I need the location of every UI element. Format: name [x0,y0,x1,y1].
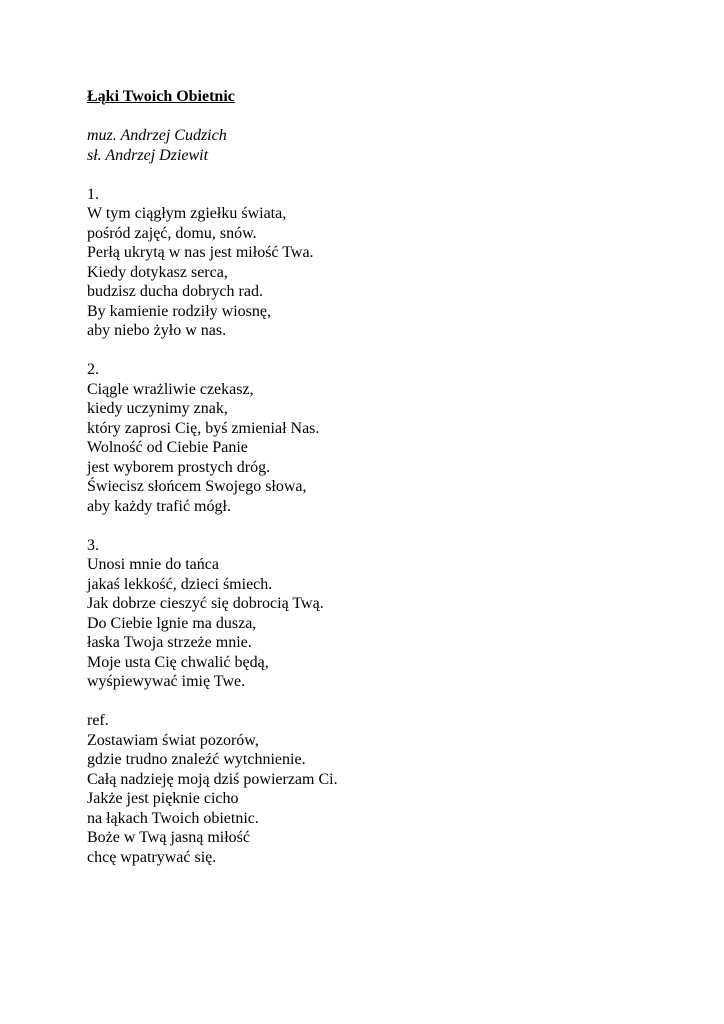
lyric-line: wyśpiewywać imię Twe. [87,673,246,690]
song-credits [87,126,647,165]
lyric-line: Wolność od Ciebie Panie [87,439,248,456]
lyric-line: Boże w Twą jasną miłość [87,829,250,846]
stanza-3 [87,536,647,692]
lyric-line: aby każdy trafić mógł. [87,497,231,515]
lyric-line: na łąkach Twoich obietnic. [87,809,259,827]
lyric-line: aby niebo żyło w nas. [87,322,227,339]
lyric-line: który zaprosi Cię, byś zmieniał Nas. [87,419,320,437]
refrain [87,711,647,867]
stanza-1 [87,185,647,341]
lyric-line: kiedy uczynimy znak, [87,400,228,417]
lyric-line: Świecisz słońcem Swojego słowa, [87,478,307,495]
lyric-line: chcę wpatrywać się. [87,848,217,866]
lyric-line: pośród zajęć, domu, snów. [87,224,257,242]
lyric-line: Całą nadzieję moją dziś powierzam Ci. [87,770,338,788]
lyric-line: Ciągle wrażliwie czekasz, [87,380,254,398]
lyric-line: Do Ciebie lgnie ma dusza, [87,614,257,632]
lyric-line: gdzie trudno znaleźć wytchnienie. [87,751,306,768]
lyric-line: Zostawiam świat pozorów, [87,731,259,749]
lyric-line: Perłą ukrytą w nas jest miłość Twa. [87,244,314,261]
music-credit: muz. Andrzej Cudzich [87,127,227,144]
lyric-line: By kamienie rodziły wiosnę, [87,302,271,320]
lyric-line: budzisz ducha dobrych rad. [87,283,263,300]
lyric-line: Jakże jest pięknie cicho [87,790,239,807]
lyric-line: W tym ciągłym zgiełku świata, [87,205,287,222]
lyric-line: Moje usta Cię chwalić będą, [87,653,269,671]
song-title: Łąki Twoich Obietnic [87,88,235,105]
stanza-2 [87,360,647,516]
stanza-label: 2. [87,361,99,378]
lyric-line: Kiedy dotykasz serca, [87,263,228,281]
lyric-line: Unosi mnie do tańca [87,556,219,573]
lyrics-credit: sł. Andrzej Dziewit [87,146,209,164]
stanza-label: 1. [87,185,99,203]
lyric-line: łaska Twoja strzeże mnie. [87,634,252,651]
lyric-line: Jak dobrze cieszyć się dobrocią Twą. [87,595,324,612]
stanza-label: 3. [87,536,99,554]
document-content [87,87,647,867]
stanza-label: ref. [87,712,109,729]
lyric-line: jakaś lekkość, dzieci śmiech. [87,575,273,593]
lyric-line: jest wyborem prostych dróg. [87,458,271,476]
